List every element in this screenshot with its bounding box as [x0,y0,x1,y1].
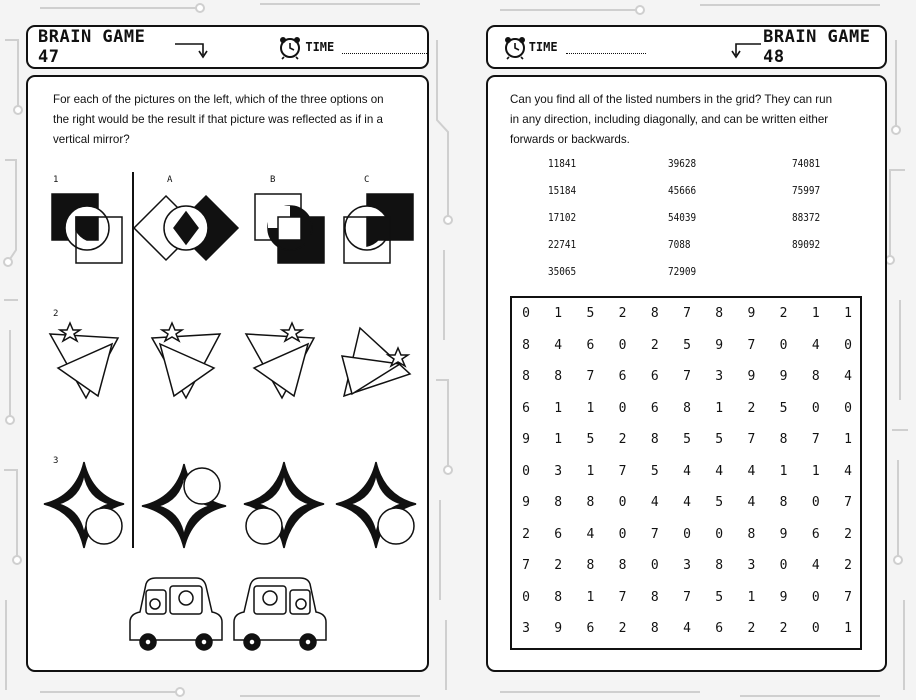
grid-cell[interactable]: 8 [618,558,627,573]
brain-game-48-header [486,25,887,69]
grid-cell[interactable]: 9 [554,621,563,636]
grid-cell[interactable]: 8 [522,369,530,384]
grid-cell[interactable]: 0 [618,495,627,510]
grid-cell[interactable]: 5 [683,432,691,447]
grid-cell[interactable]: 8 [779,432,788,447]
grid-cell[interactable]: 9 [779,369,788,384]
grid-cell[interactable]: 7 [586,369,595,384]
figure-1-option-a[interactable] [134,196,238,260]
figure-3-option-a[interactable] [142,464,226,548]
grid-cell[interactable]: 1 [715,400,724,416]
grid-cell[interactable]: 8 [715,306,724,321]
grid-cell[interactable]: 0 [618,400,627,416]
grid-cell[interactable]: 1 [779,463,788,479]
number-list-item: 17102 [548,211,577,224]
figure-2-question [50,323,118,398]
grid-cell[interactable]: 7 [683,589,691,605]
grid-cell[interactable]: 0 [522,589,530,605]
grid-cell[interactable]: 6 [650,400,659,416]
grid-cell[interactable]: 8 [683,400,691,416]
grid-cell[interactable]: 5 [650,463,659,479]
grid-cell[interactable]: 8 [715,558,724,573]
number-list-item: 88372 [792,211,821,224]
grid-cell[interactable]: 7 [811,432,820,447]
time-label-47: TIME [305,40,335,54]
grid-cell[interactable]: 0 [779,558,788,573]
number-list-item: 35065 [548,265,577,278]
grid-cell[interactable]: 1 [844,432,852,447]
grid-cell[interactable]: 8 [811,369,820,384]
figure-2-option-c[interactable] [342,328,410,396]
grid-cell[interactable]: 7 [650,526,659,542]
grid-cell[interactable]: 8 [779,495,788,510]
grid-cell[interactable]: 4 [844,369,852,384]
grid-cell[interactable]: 6 [618,369,627,384]
grid-cell[interactable]: 6 [586,337,595,353]
grid-cell[interactable]: 4 [586,526,595,542]
grid-cell[interactable]: 6 [554,526,563,542]
grid-cell[interactable]: 4 [554,337,563,353]
grid-cell[interactable]: 0 [811,589,820,605]
grid-cell[interactable]: 2 [618,621,627,636]
grid-cell[interactable]: 5 [715,432,724,447]
grid-cell[interactable]: 5 [586,432,595,447]
grid-cell[interactable]: 9 [747,306,756,321]
arrow-down-left-icon [728,35,761,59]
grid-cell[interactable]: 5 [715,495,724,510]
grid-cell[interactable]: 1 [844,621,852,636]
page-title-48: BRAIN GAME 48 [763,27,871,67]
option-label-b: B [270,175,276,185]
grid-cell[interactable]: 8 [747,526,756,542]
mirror-puzzle-figures [0,0,440,700]
number-list-item: 15184 [548,184,577,197]
grid-cell[interactable]: 0 [811,621,820,636]
grid-cell[interactable]: 3 [747,558,756,573]
grid-cell[interactable]: 8 [650,621,659,636]
grid-cell[interactable]: 8 [586,495,595,510]
figure-3-option-c[interactable] [336,462,416,548]
grid-cell[interactable]: 6 [811,526,820,542]
grid-cell[interactable]: 4 [747,463,756,479]
grid-cell[interactable]: 7 [618,589,627,605]
grid-cell[interactable]: 7 [844,589,852,605]
grid-cell[interactable]: 1 [554,432,563,447]
grid-cell[interactable]: 2 [554,558,563,573]
number-list-item: 54039 [668,211,697,224]
grid-cell[interactable]: 0 [650,558,659,573]
grid-cell[interactable]: 6 [522,400,530,416]
grid-cell[interactable]: 1 [554,400,563,416]
figure-3-option-b[interactable] [244,462,324,548]
number-list-item: 74081 [792,157,821,170]
time-input-line-48[interactable] [566,41,646,54]
grid-cell[interactable]: 1 [554,306,563,321]
grid-cell[interactable]: 0 [618,337,627,353]
grid-cell[interactable]: 1 [811,306,820,321]
figure-2-option-b[interactable] [246,323,314,398]
row-label-1: 1 [53,175,59,185]
grid-cell[interactable]: 0 [715,526,724,542]
grid-cell[interactable]: 4 [747,495,756,510]
grid-cell[interactable]: 8 [650,432,659,447]
grid-cell[interactable]: 8 [586,558,595,573]
row-label-2: 2 [53,309,59,319]
grid-cell[interactable]: 8 [554,369,563,384]
figure-2-option-a[interactable] [152,323,220,398]
number-search-grid [510,296,862,650]
grid-cell[interactable]: 0 [618,526,627,542]
time-label-48: TIME [528,40,558,54]
grid-cell[interactable]: 2 [618,306,627,321]
grid-cell[interactable]: 5 [715,589,724,605]
grid-cell[interactable]: 9 [522,495,530,510]
grid-cell[interactable]: 2 [650,337,659,353]
grid-cell[interactable]: 4 [715,463,724,479]
grid-cell[interactable]: 9 [715,337,724,353]
grid-cell[interactable]: 4 [811,337,820,353]
grid-cell[interactable]: 8 [554,495,563,510]
grid-cell[interactable]: 0 [522,463,530,479]
figure-1-option-c[interactable] [344,194,413,263]
grid-cell[interactable]: 8 [650,306,659,321]
page-title-47: BRAIN GAME 47 [38,27,146,67]
grid-cell[interactable]: 0 [844,400,852,416]
grid-cell[interactable]: 0 [811,495,820,510]
grid-cell[interactable]: 9 [747,369,756,384]
grid-cell[interactable]: 3 [683,558,691,573]
grid-cell[interactable]: 8 [554,589,563,605]
grid-cell[interactable]: 1 [811,463,820,479]
grid-cell[interactable]: 9 [522,432,530,447]
number-list-item: 72909 [668,265,697,278]
grid-cell[interactable]: 4 [683,463,691,479]
instructions-47: For each of the pictures on the left, which of the three options on the right would be the result if that picture was reflected as if in a vertical mirror? [53,93,384,146]
grid-cell[interactable]: 2 [747,400,756,416]
figure-1-question [52,194,122,263]
grid-cell[interactable]: 2 [844,526,852,542]
number-list-item: 75997 [792,184,821,197]
grid-cell[interactable]: 7 [747,432,756,447]
grid-cell[interactable]: 0 [683,526,691,542]
grid-cell[interactable]: 7 [522,558,530,573]
grid-cell[interactable]: 9 [779,589,788,605]
grid-cell[interactable]: 0 [811,400,820,416]
grid-cell[interactable]: 7 [747,337,756,353]
grid-cell[interactable]: 7 [683,306,691,321]
number-list-item: 89092 [792,238,821,251]
grid-cell[interactable]: 0 [522,306,530,321]
figure-1-option-b[interactable] [255,194,324,263]
grid-cell[interactable]: 1 [747,589,756,605]
grid-cell[interactable]: 1 [586,589,595,605]
grid-cell[interactable]: 1 [586,400,595,416]
grid-cell[interactable]: 7 [844,495,852,510]
grid-cell[interactable]: 6 [650,369,659,384]
alarm-clock-icon [502,34,525,60]
grid-cell[interactable]: 6 [715,621,724,636]
row-label-3: 3 [53,456,59,466]
grid-cell[interactable]: 5 [586,306,595,321]
option-label-a: A [167,175,173,185]
grid-cell[interactable]: 7 [618,463,627,479]
car-with-animals-icon [130,578,326,650]
grid-cell[interactable]: 3 [715,369,724,384]
option-label-c: C [364,175,370,185]
grid-cell[interactable]: 2 [618,432,627,447]
grid-cell[interactable]: 2 [522,526,530,542]
grid-cell[interactable]: 0 [844,337,852,353]
grid-cell[interactable]: 2 [747,621,756,636]
grid-cell[interactable]: 9 [779,526,788,542]
grid-cell[interactable]: 5 [683,337,691,353]
grid-cell[interactable]: 8 [650,589,659,605]
grid-cell[interactable]: 4 [683,495,691,510]
grid-cell[interactable]: 4 [811,558,820,573]
grid-cell[interactable]: 3 [554,463,563,479]
grid-cell[interactable]: 3 [522,621,530,636]
grid-cell[interactable]: 6 [586,621,595,636]
grid-cell[interactable]: 4 [683,621,691,636]
grid-cell[interactable]: 5 [779,400,788,416]
number-list-item: 7088 [668,238,691,251]
grid-cell[interactable]: 4 [650,495,659,510]
number-list-item: 22741 [548,238,577,251]
number-list-item: 45666 [668,184,697,197]
grid-cell[interactable]: 2 [779,621,788,636]
grid-cell[interactable]: 1 [844,306,852,321]
number-list-item: 11841 [548,157,577,170]
grid-cell[interactable]: 7 [683,369,691,384]
grid-cell[interactable]: 0 [779,337,788,353]
grid-cell[interactable]: 4 [844,463,852,479]
grid-cell[interactable]: 2 [844,558,852,573]
instructions-48: Can you find all of the listed numbers in the grid? They can run in any direction, including diagonally, and can be written either forwards or backwards. [510,93,833,146]
figure-3-question [44,462,124,548]
grid-cell[interactable]: 8 [522,337,530,353]
number-list-item: 39628 [668,157,697,170]
grid-cell[interactable]: 2 [779,306,788,321]
grid-cell[interactable]: 1 [586,463,595,479]
